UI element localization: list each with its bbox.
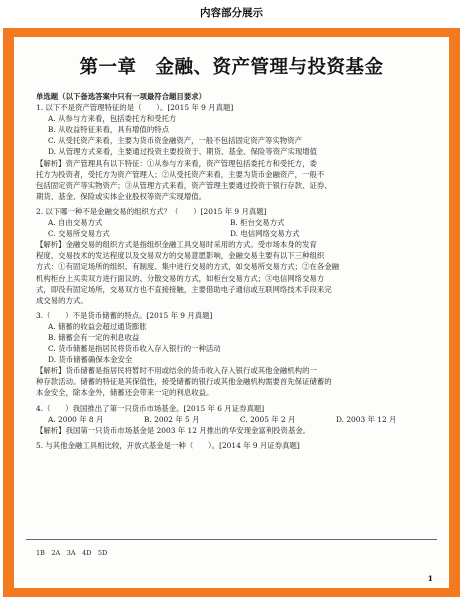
question-3-stem: 3.（ ）不是货币储蓄的特点。[2015 年 9 月真题]: [36, 310, 213, 320]
question-1-option-b: B. 从收益特征来看，具有增值的特点: [48, 125, 169, 135]
chapter-title: 第一章 金融、资产管理与投资基金: [79, 57, 384, 78]
answer-key: 1B 2A 3A 4D 5D: [36, 549, 108, 557]
question-2-option-b: B. 柜台交易方式: [230, 218, 285, 228]
question-content: [36, 91, 432, 451]
page-header-title: 内容部分展示: [0, 0, 463, 26]
question-1-option-c: C. 从受托资产来看，主要为货币资金融资产，一般不包括固定资产等实物资产: [48, 136, 302, 146]
question-3-option-b: B. 储蓄会有一定的利息收益: [48, 332, 140, 342]
question-3-analysis: 本金安全，除本金外，储蓄还会带来一定的利息收益。: [36, 388, 214, 398]
question-4-option-c: C. 2005 年 2 月: [240, 414, 296, 424]
question-2-analysis: 式，即没有固定场所，交易双方也不直接接触，主要借助电子通信或互联网络技术手段来完: [36, 284, 332, 294]
question-3-option-d: D. 货币储蓄确保本金安全: [48, 355, 133, 365]
question-2-analysis: 成交易的方式。: [36, 295, 88, 305]
page-number: 1: [427, 574, 433, 583]
question-1-option-d: D. 从管理方式来看，主要通过投资主要投资于、期货、基金、保险等资产实现增值: [48, 147, 318, 157]
question-1-analysis: 【解析】资产管理具有以下特征：①从参与方来看，资产管理包括委托方和受托方，委: [36, 158, 317, 168]
section-heading: 单选题（以下备选答案中只有一项最符合题目要求）: [36, 92, 206, 101]
question-1-stem: 1. 以下不是资产管理特征的是（ ）。[2015 年 9 月真题]: [36, 103, 234, 113]
question-3-analysis: 【解析】货币储蓄是指居民将暂时不用或结余的货币收入存入银行或其他金融机构的一: [36, 366, 317, 376]
question-1-analysis: 包括固定资产等实物资产；③从管理方式来看，资产管理主要通过投资于银行存款、证券、: [36, 180, 332, 190]
footer-divider: [26, 539, 437, 540]
question-1-option-a: A. 从参与方来看，包括委托方和受托方: [48, 114, 177, 124]
question-2-analysis: 机构柜台上买卖双方进行面议的、分散交易的方式，如柜台交易方式；③电信网络交易方: [36, 273, 325, 283]
question-3-analysis: 种存款活动。储蓄的特征是其保值性，接受储蓄的银行或其他金融机构需要首先保证储蓄的: [36, 377, 332, 387]
question-1-analysis: 期货、基金、保险或实体企业股权等资产实现增值。: [36, 191, 206, 201]
question-5-stem: 5. 与其他金融工具相比较，开放式基金是一种（ ）。[2014 年 9 月证券真题]: [36, 440, 300, 450]
question-2-option-c: C. 交易所交易方式: [48, 229, 110, 239]
question-2-analysis: 【解析】金融交易的组织方式是指组织金融工具交易时采用的方式。受市场本身的发育: [36, 240, 317, 250]
question-1-analysis: 托方为投资者，受托方为资产管理人；②从受托资产来看，主要为货币金融资产，一般不: [36, 169, 325, 179]
question-2-analysis: 程度、交易技术的发达程度以及交易双方的交易意愿影响，金融交易主要有以下三种组织: [36, 251, 325, 261]
question-2-option-d: D. 电信网络交易方式: [230, 229, 300, 239]
question-2-analysis: 方式：①有固定场所的组织、有制度、集中进行交易的方式，如交易所交易方式；②在各金融: [36, 262, 340, 272]
question-4-stem: 4.（ ）我国推出了第一只货币市场基金。[2015 年 6 月证券真题]: [36, 403, 265, 413]
question-4-option-d: D. 2003 年 12 月: [336, 414, 397, 424]
question-3-option-a: A. 储蓄的收益会超过通货膨胀: [48, 321, 147, 331]
question-2-option-a: A. 自由交易方式: [48, 218, 103, 228]
orange-frame: [3, 28, 460, 597]
question-4-option-a: A. 2000 年 8 月: [48, 414, 104, 424]
question-4-analysis: 【解析】我国第一只货币市场基金是 2003 年 12 月推出的华安现金富利投资基金。: [36, 425, 311, 435]
question-2-stem: 2. 以下哪一种不是金融交易的组织方式？（ ）[2015 年 9 月真题]: [36, 206, 267, 216]
question-3-option-c: C. 货币储蓄是指居民将货币收入存入银行的一种活动: [48, 344, 221, 354]
question-4-option-b: B. 2002 年 5 月: [144, 414, 200, 424]
document-page: [14, 37, 449, 588]
